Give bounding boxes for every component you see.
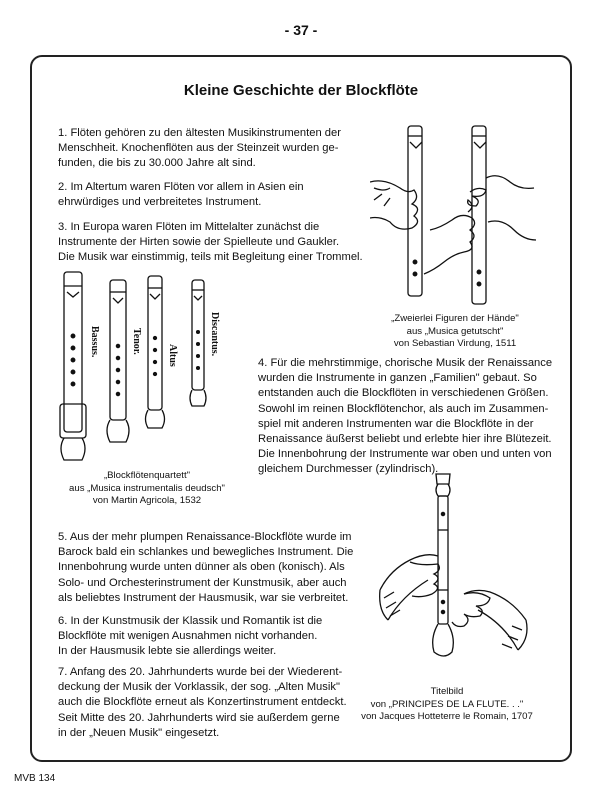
label-bassus: Bassus.: [89, 326, 100, 358]
label-discantus: Discantus.: [209, 312, 220, 357]
caption-title-page: Titelbild von „PRINCIPES DE LA FLUTE. . ." von Jacques Hotteterre le Romain, 1707: [361, 686, 533, 722]
paragraph-3: 3. In Europa waren Flöten im Mittelalter zunächst die Instrumente der Hirten sowie der Spielleute und Gaukler. Die Musik war einstimmig, teils mit Begleitung einer Trommel.: [58, 221, 363, 264]
page-number: - 37 -: [284, 22, 318, 38]
hotteterre-recorder-illustration: [378, 470, 528, 680]
paragraph-2: 2. Im Altertum waren Flöten vor allem in Asien ein ehrwürdiges und verbreitetes Instrument.: [58, 181, 304, 209]
paragraph-1: 1. Flöten gehören zu den ältesten Musikinstrumenten der Menschheit. Knochenflöten aus der Steinzeit wurden ge- funden, die bis zu 30.000 Jahre alt sind.: [58, 127, 341, 170]
label-tenor: Tenor.: [131, 328, 142, 355]
paragraph-4: 4. Für die mehrstimmige, chorische Musik der Renaissance wurden die Instrumente in ganzen „Familien" gebaut. So entstanden auch die Blockflöten in verschiedenen Größen. Sowohl im reinen Blockflötenchor, als auch im Zusammen- spiel mit anderen Instrumenten war die Blockflöte in der Renaissance äußerst beliebt und erlebte hier ihre Blütezeit. Die Innenbohrung der Instrumente war oben und unten von gleichem Durchmesser (zylindrisch).: [258, 357, 553, 476]
caption-quartet: „Blockflötenquartett" aus „Musica instrumentalis deudsch" von Martin Agricola, 1532: [69, 470, 225, 506]
recorder-quartet-illustration: [52, 266, 242, 464]
paragraph-7: 7. Anfang des 20. Jahrhunderts wurde bei der Wiederent- deckung der Musik der Vorklassik, der sog. „Alten Musik" auch die Blockflöte erneut als Konzertinstrument entdeckt. Seit Mitte des 20. Jahrhunderts wird sie außerdem gerne in der „Neuen Musik" eingesetzt.: [58, 666, 347, 739]
paragraph-5: 5. Aus der mehr plumpen Renaissance-Blockflöte wurde im Barock bald ein schlankes und bewegliches Instrument. Die Innenbohrung wurde unten dünner als oben (konisch). Als Solo- und Orchesterinstrument der Kunstmusik, aber auch als beliebtes Instrument der Hausmusik, war sie verbreitet.: [58, 531, 354, 604]
footer-code: MVB 134: [14, 773, 56, 784]
paragraph-6: 6. In der Kunstmusik der Klassik und Romantik ist die Blockflöte mit wenigen Ausnahmen nicht vorhanden. In der Hausmusik lebte sie allerdings weiter.: [58, 615, 323, 658]
hands-recorder-illustration: [370, 122, 540, 312]
page-title: Kleine Geschichte der Blockflöte: [183, 82, 419, 99]
label-altus: Altus: [167, 344, 178, 367]
caption-hands: „Zweierlei Figuren der Hände" aus „Musica getutscht" von Sebastian Virdung, 1511: [391, 313, 519, 349]
